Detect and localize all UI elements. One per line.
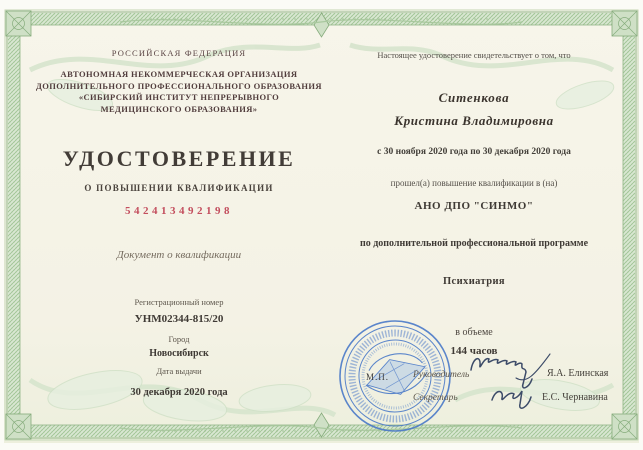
issue-date-value: 30 декабря 2020 года <box>130 387 228 398</box>
completion-text: прошел(а) повышение квалификации в (на) <box>390 178 558 188</box>
institution-short-name: АНО ДПО "СИНМО" <box>414 200 534 212</box>
issue-date-label: Дата выдачи <box>156 366 202 376</box>
country-header: РОССИЙСКАЯ ФЕДЕРАЦИЯ <box>111 48 247 58</box>
city-label: Город <box>168 334 190 344</box>
document-kind-caption: Документ о квалификации <box>116 249 242 261</box>
certificate-subtitle: О ПОВЫШЕНИИ КВАЛИФИКАЦИИ <box>84 183 274 193</box>
signer2-signature <box>486 380 550 414</box>
signer1-name: Я.А. Елинская <box>547 368 609 379</box>
organization-line-2: ДОПОЛНИТЕЛЬНОГО ПРОФЕССИОНАЛЬНОГО ОБРАЗОВАНИЯ <box>36 80 322 91</box>
program-intro-text: по дополнительной профессиональной программе <box>359 238 589 249</box>
volume-label: в объеме <box>455 327 493 338</box>
serial-number: 542413492198 <box>125 205 233 217</box>
signer1-role-label: Руководитель <box>413 370 470 380</box>
stamp-place-mark: М.П. <box>366 372 390 382</box>
registration-number-label: Регистрационный номер <box>134 297 224 307</box>
training-period: с 30 ноября 2020 года по 30 декабря 2020 года <box>377 147 571 157</box>
organization-line-1: АВТОНОМНАЯ НЕКОММЕРЧЕСКАЯ ОРГАНИЗАЦИЯ <box>60 69 298 79</box>
signer2-name: Е.С. Чернавина <box>542 392 608 403</box>
signer2-role-label: Секретарь <box>413 393 458 403</box>
holder-last-name: Ситенкова <box>438 90 510 105</box>
organization-line-3: «СИБИРСКИЙ ИНСТИТУТ НЕПРЕРЫВНОГО <box>78 92 280 102</box>
registration-number-value: УНМ02344-815/20 <box>134 313 224 325</box>
organization-name <box>33 69 325 115</box>
city-value: Новосибирск <box>149 348 209 359</box>
organization-line-4: МЕДИЦИНСКОГО ОБРАЗОВАНИЯ» <box>100 103 258 114</box>
program-name: Психиатрия <box>442 276 505 287</box>
certificate-title: УДОСТОВЕРЕНИЕ <box>62 146 296 171</box>
holder-first-patronymic: Кристина Владимировна <box>394 113 554 128</box>
attestation-statement: Настоящее удостоверение свидетельствует о том, что <box>377 50 571 60</box>
volume-hours: 144 часов <box>450 345 498 357</box>
